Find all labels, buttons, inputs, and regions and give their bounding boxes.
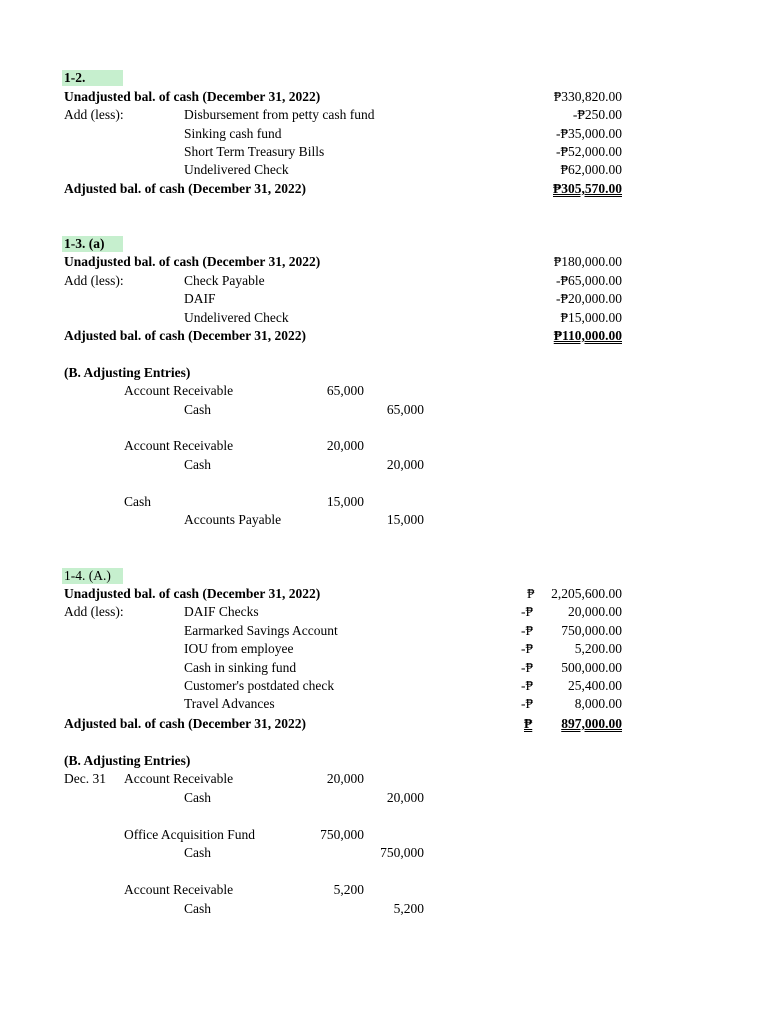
adjustment-amount: -₱52,000.00 (555, 144, 622, 159)
adjustment-amount: 20,000.00 (568, 604, 622, 619)
currency-sign: ₱ (524, 716, 533, 731)
debit-amount: 750,000 (320, 827, 364, 842)
adjustment-label: IOU from employee (184, 641, 294, 656)
entry-date: Dec. 31 (64, 771, 106, 786)
unadjusted-label: Unadjusted bal. of cash (December 31, 2022) (64, 586, 321, 601)
adjusted-amount: ₱305,570.00 (553, 181, 622, 196)
credit-account: Cash (184, 901, 211, 916)
section-tag: 1-3. (a) (62, 236, 123, 252)
debit-account: Account Receivable (124, 438, 234, 453)
debit-amount: 15,000 (326, 494, 364, 509)
adjustment-label: Sinking cash fund (184, 126, 282, 141)
credit-account: Accounts Payable (184, 512, 282, 527)
unadjusted-amount: ₱180,000.00 (553, 254, 622, 269)
adjustment-amount: 8,000.00 (574, 696, 622, 711)
credit-amount: 750,000 (380, 845, 424, 860)
credit-amount: 15,000 (386, 512, 424, 527)
adjustment-label: Undelivered Check (184, 310, 289, 325)
debit-amount: 65,000 (326, 383, 364, 398)
add-less-label: Add (less): (64, 107, 124, 122)
credit-account: Cash (184, 845, 211, 860)
section-tag: 1-2. (62, 70, 123, 86)
adjustment-amount: -₱250.00 (572, 107, 622, 122)
credit-account: Cash (184, 402, 211, 417)
credit-amount: 5,200 (393, 901, 424, 916)
unadjusted-label: Unadjusted bal. of cash (December 31, 2022) (64, 89, 321, 104)
credit-amount: 20,000 (386, 457, 424, 472)
unadjusted-label: Unadjusted bal. of cash (December 31, 2022) (64, 254, 321, 269)
adjusted-amount: 897,000.00 (561, 716, 622, 731)
adjustment-label: Short Term Treasury Bills (184, 144, 325, 159)
adjustment-amount: 5,200.00 (574, 641, 622, 656)
adjustment-amount: 500,000.00 (561, 660, 622, 675)
credit-amount: 20,000 (386, 790, 424, 805)
debit-account: Account Receivable (124, 383, 234, 398)
unadjusted-amount: 2,205,600.00 (551, 586, 622, 601)
section-tag: 1-4. (A.) (62, 568, 123, 584)
currency-sign: -₱ (521, 696, 534, 711)
adjusted-label: Adjusted bal. of cash (December 31, 2022) (64, 181, 306, 196)
debit-amount: 20,000 (326, 771, 364, 786)
credit-account: Cash (184, 790, 211, 805)
currency-sign: -₱ (521, 660, 534, 675)
add-less-label: Add (less): (64, 604, 124, 619)
debit-account: Office Acquisition Fund (124, 827, 255, 842)
adjustment-amount: 750,000.00 (561, 623, 622, 638)
entries-title: (B. Adjusting Entries) (64, 753, 191, 768)
adjustment-amount: ₱15,000.00 (560, 310, 622, 325)
debit-account: Account Receivable (124, 771, 234, 786)
adjustment-amount: ₱62,000.00 (560, 162, 622, 177)
adjustment-amount: -₱65,000.00 (555, 273, 622, 288)
adjusted-amount: ₱110,000.00 (553, 328, 622, 343)
add-less-label: Add (less): (64, 273, 124, 288)
adjusted-label: Adjusted bal. of cash (December 31, 2022) (64, 328, 306, 343)
adjustment-label: Customer's postdated check (184, 678, 335, 693)
adjustment-amount: 25,400.00 (568, 678, 622, 693)
adjustment-label: DAIF (184, 291, 216, 306)
adjustment-label: Check Payable (184, 273, 265, 288)
adjustment-label: Earmarked Savings Account (184, 623, 338, 638)
debit-amount: 5,200 (333, 882, 364, 897)
debit-amount: 20,000 (326, 438, 364, 453)
currency-sign: -₱ (521, 641, 534, 656)
debit-account: Cash (124, 494, 151, 509)
unadjusted-amount: ₱330,820.00 (553, 89, 622, 104)
adjustment-amount: -₱20,000.00 (555, 291, 622, 306)
adjusted-label: Adjusted bal. of cash (December 31, 2022) (64, 716, 306, 731)
currency-sign: -₱ (521, 623, 534, 638)
adjustment-label: Disbursement from petty cash fund (184, 107, 375, 122)
credit-amount: 65,000 (386, 402, 424, 417)
currency-sign: -₱ (521, 604, 534, 619)
adjustment-label: Cash in sinking fund (184, 660, 297, 675)
adjustment-label: Travel Advances (184, 696, 275, 711)
debit-account: Account Receivable (124, 882, 234, 897)
entries-title: (B. Adjusting Entries) (64, 365, 191, 380)
adjustment-amount: -₱35,000.00 (555, 126, 622, 141)
adjustment-label: DAIF Checks (184, 604, 259, 619)
currency-sign: ₱ (527, 586, 535, 601)
adjustment-label: Undelivered Check (184, 162, 289, 177)
currency-sign: -₱ (521, 678, 534, 693)
credit-account: Cash (184, 457, 211, 472)
